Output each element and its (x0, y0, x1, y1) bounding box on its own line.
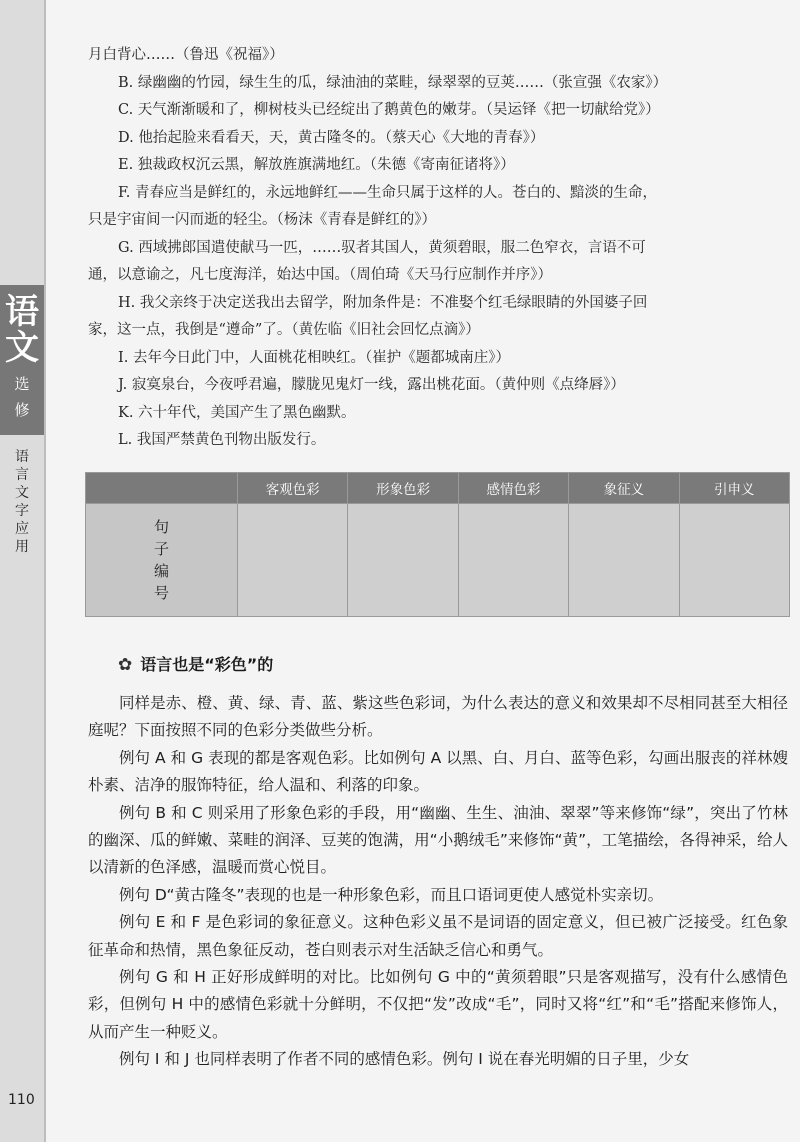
sentence-line: D. 他抬起脸来看看天，天，黄古隆冬的。（蔡天心《大地的青春》） (118, 129, 545, 146)
analysis-text (88, 690, 788, 1074)
sentence-line: B. 绿幽幽的竹园，绿生生的瓜，绿油油的菜畦，绿翠翠的豆荚……（张宣强《农家》） (118, 74, 668, 91)
flower-icon: ✿ (118, 655, 133, 675)
table-header-cell: 客观色彩 (238, 473, 348, 504)
answer-cell[interactable] (238, 504, 348, 617)
paragraph: 例句 D“黄古隆冬”表现的也是一种形象色彩，而且口语词更使人感觉朴实亲切。 (119, 885, 664, 904)
row-label-char: 号 (153, 584, 169, 602)
sentence-line: L. 我国严禁黄色刊物出版发行。 (118, 432, 326, 448)
sidebar-title-char: 用 (15, 539, 29, 555)
row-label-char: 句 (153, 518, 169, 536)
sidebar-char-xiu: 修 (14, 401, 30, 419)
sidebar-char-xuan: 选 (14, 375, 30, 393)
sidebar-char-wen: 文 (5, 328, 39, 368)
row-label (86, 504, 238, 617)
row-label-char: 编 (153, 562, 169, 580)
answer-cell[interactable] (458, 504, 568, 617)
sentence-line: G. 西域拂郎国遣使献马一匹，……驭者其国人，黄须碧眼，服二色窄衣，言语不可 (118, 239, 646, 256)
color-classification-table (85, 472, 790, 617)
table-header-cell: 象征义 (569, 473, 679, 504)
table-header-row (86, 473, 790, 504)
paragraph: 例句 I 和 J 也同样表明了作者不同的感情色彩。例句 I 说在春光明媚的日子里，少女 (119, 1050, 690, 1069)
sentence-line: I. 去年今日此门中，人面桃花相映红。（崔护《题都城南庄》） (118, 349, 510, 366)
sentence-line: K. 六十年代，美国产生了黑色幽默。 (118, 404, 356, 421)
sidebar-band (0, 285, 44, 435)
section-title-text: 语言也是“彩色”的 (140, 655, 274, 674)
sentence-line: F. 青春应当是鲜红的，永远地鲜红——生命只属于这样的人。苍白的、黯淡的生命， (118, 184, 658, 201)
sidebar-vertical-title (10, 448, 34, 556)
sidebar-char-yu: 语 (5, 292, 39, 332)
sentence-line: H. 我父亲终于决定送我出去留学，附加条件是：不准娶个红毛绿眼睛的外国婆子回 (118, 294, 648, 311)
paragraph: 例句 A 和 G 表现的都是客观色彩。比如例句 A 以黑、白、月白、蓝等色彩，勾画出服丧的祥林嫂朴素、洁净的服饰特征，给人温和、利落的印象。 (88, 748, 788, 795)
sentence-line: E. 独裁政权沉云黑，解放旌旗满地红。（朱德《寄南征诸将》） (118, 157, 515, 173)
sidebar-title-char: 应 (15, 521, 29, 537)
table-row (86, 504, 790, 617)
sidebar-title-char: 语 (15, 449, 29, 465)
answer-cell[interactable] (679, 504, 789, 617)
paragraph: 例句 G 和 H 正好形成鲜明的对比。比如例句 G 中的“黄须碧眼”只是客观描写，没有什么感情色彩，但例句 H 中的感情色彩就十分鲜明，不仅把“发”改成“毛”，同时又将“红”和“毛”搭配来修饰人，从而产生一种贬义。 (88, 968, 788, 1041)
sidebar (0, 0, 46, 1142)
paragraph: 例句 E 和 F 是色彩词的象征意义。这种色彩义虽不是词语的固定意义，但已被广泛接受。红色象征革命和热情，黑色象征反动，苍白则表示对生活缺乏信心和勇气。 (88, 913, 788, 959)
paragraph: 例句 B 和 C 则采用了形象色彩的手段，用“幽幽、生生、油油、翠翠”等来修饰“绿”，突出了竹林的幽深、瓜的鲜嫩、菜畦的润泽、豆荚的饱满，用“小鹅绒毛”来修饰“黄”，工笔描绘，各得神采，给人以清新的色泽感，温暖而赏心悦目。 (88, 803, 788, 877)
sidebar-title-char: 字 (15, 503, 29, 519)
sentence-line: 通，以意谕之，凡七度海洋，始达中国。（周伯琦《天马行应制作并序》） (88, 267, 552, 283)
table-header-cell: 引申义 (679, 473, 789, 504)
answer-cell[interactable] (569, 504, 679, 617)
table-header-cell (86, 473, 238, 504)
sentence-line: C. 天气渐渐暖和了，柳树枝头已经绽出了鹅黄色的嫩芽。（吴运铎《把一切献给党》） (118, 102, 660, 118)
paragraph: 同样是赤、橙、黄、绿、青、蓝、紫这些色彩词，为什么表达的意义和效果却不尽相同甚至大相径庭呢？下面按照不同的色彩分类做些分析。 (88, 694, 788, 740)
section-heading (118, 652, 273, 675)
table-header-cell: 感情色彩 (458, 473, 568, 504)
sentence-line: J. 寂寞泉台，今夜呼君遍，朦胧见鬼灯一线，露出桃花面。（黄仲则《点绛唇》） (118, 377, 625, 393)
sentence-line: 月白背心……（鲁迅《祝福》） (88, 47, 284, 63)
row-label-char: 子 (153, 540, 169, 558)
sidebar-title-char: 文 (15, 485, 29, 501)
example-sentences (88, 42, 788, 455)
sentence-line: 只是宇宙间一闪而逝的轻尘。（杨沫《青春是鲜红的》） (88, 212, 436, 228)
sentence-line: 家，这一点，我倒是“遵命”了。（黄佐临《旧社会回忆点滴》） (88, 322, 480, 338)
table-header-cell: 形象色彩 (348, 473, 458, 504)
answer-cell[interactable] (348, 504, 458, 617)
sidebar-title-char: 言 (15, 467, 29, 483)
page-number: 110 (8, 1092, 35, 1108)
